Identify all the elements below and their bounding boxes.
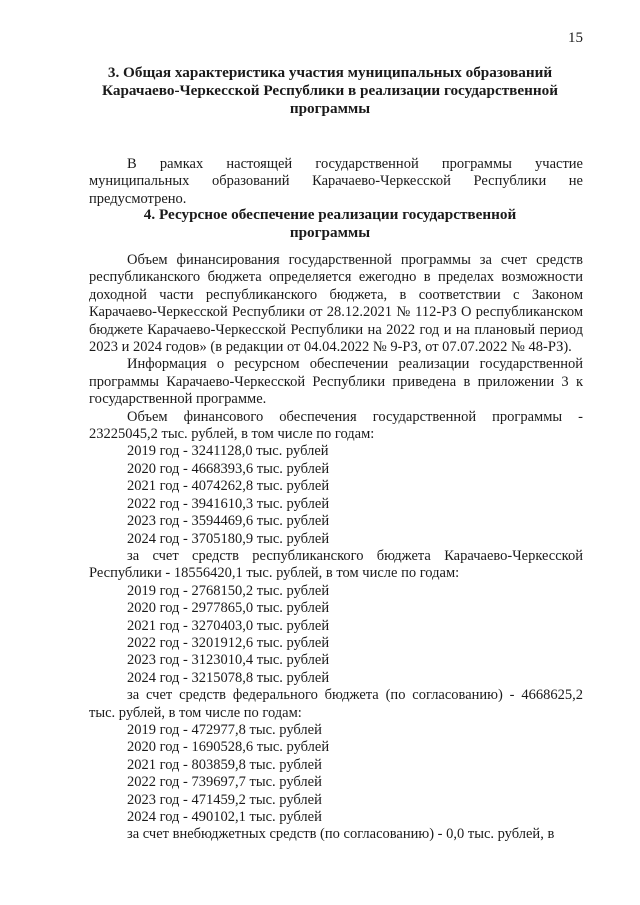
year-line: 2022 год - 739697,7 тыс. рублей [127, 774, 322, 791]
year-line: 2021 год - 803859,8 тыс. рублей [127, 756, 322, 773]
year-line: 2019 год - 3241128,0 тыс. рублей [127, 443, 329, 460]
heading-line: программы [289, 223, 371, 241]
paragraph: за счет средств федерального бюджета (по согласованию) - 4668625,2 тыс. рублей, в том числе по годам: [89, 687, 583, 721]
heading-line: 3. Общая характеристика участия муниципальных образований [107, 64, 553, 81]
year-line: 2024 год - 490102,1 тыс. рублей [127, 809, 322, 825]
year-line: 2021 год - 4074262,8 тыс. рублей [127, 478, 330, 495]
year-line: 2022 год - 3201912,6 тыс. рублей [127, 634, 330, 651]
paragraph: Объем финансового обеспечения государственной программы - 23225045,2 тыс. рублей, в том числе по годам: [89, 408, 583, 443]
paragraph: В рамках настоящей государственной программы участие муниципальных образований Карачаево-Черкесской Республики не предусмотрено. [89, 156, 583, 207]
year-line: 2023 год - 3123010,4 тыс. рублей [127, 652, 330, 669]
heading-line: 4. Ресурсное обеспечение реализации государственной [143, 206, 517, 223]
heading-line: программы [289, 99, 371, 117]
section-4-body [89, 252, 583, 844]
year-line: 2020 год - 4668393,6 тыс. рублей [127, 460, 330, 477]
year-line: 2024 год - 3705180,9 тыс. рублей [127, 530, 330, 547]
year-line: 2024 год - 3215078,8 тыс. рублей [127, 669, 330, 686]
year-line: 2020 год - 2977865,0 тыс. рублей [127, 600, 330, 617]
section-4-heading [70, 206, 590, 242]
year-line: 2021 год - 3270403,0 тыс. рублей [127, 617, 330, 634]
year-line: 2022 год - 3941610,3 тыс. рублей [127, 495, 330, 512]
year-line: 2019 год - 472977,8 тыс. рублей [127, 721, 322, 738]
paragraph: за счет внебюджетных средств (по согласованию) - 0,0 тыс. рублей, в [127, 826, 555, 843]
paragraph: Объем финансирования государственной программы за счет средств республиканского бюджета определяется ежегодно в пределах возможности доходной части республиканского бюджета, в соответствии с Законом Карачаево-Черкесской Республики от 28.12.2021 № 112-РЗ О республиканском бюджете Карачаево-Черкесской Республики на 2022 год и на плановый период 2023 и 2024 годов» (в редакции от 04.04.2022 № 9-РЗ, от 07.07.2022 № 48-РЗ). [89, 252, 583, 356]
paragraph: Информация о ресурсном обеспечении реализации государственной программы Карачаево-Черкесской Республики приведена в приложении 3 к государственной программе. [89, 356, 583, 408]
section-3-heading [70, 64, 590, 117]
heading-line: Карачаево-Черкесской Республики в реализации государственной [102, 81, 558, 99]
year-line: 2020 год - 1690528,6 тыс. рублей [127, 739, 330, 756]
page-number: 15 [568, 30, 583, 46]
section-3-body [89, 156, 583, 208]
year-line: 2019 год - 2768150,2 тыс. рублей [127, 582, 330, 599]
year-line: 2023 год - 3594469,6 тыс. рублей [127, 513, 330, 530]
year-line: 2023 год - 471459,2 тыс. рублей [127, 791, 322, 808]
paragraph: за счет средств республиканского бюджета Карачаево-Черкесской Республики - 18556420,1 тыс. рублей, в том числе по годам: [89, 547, 583, 582]
